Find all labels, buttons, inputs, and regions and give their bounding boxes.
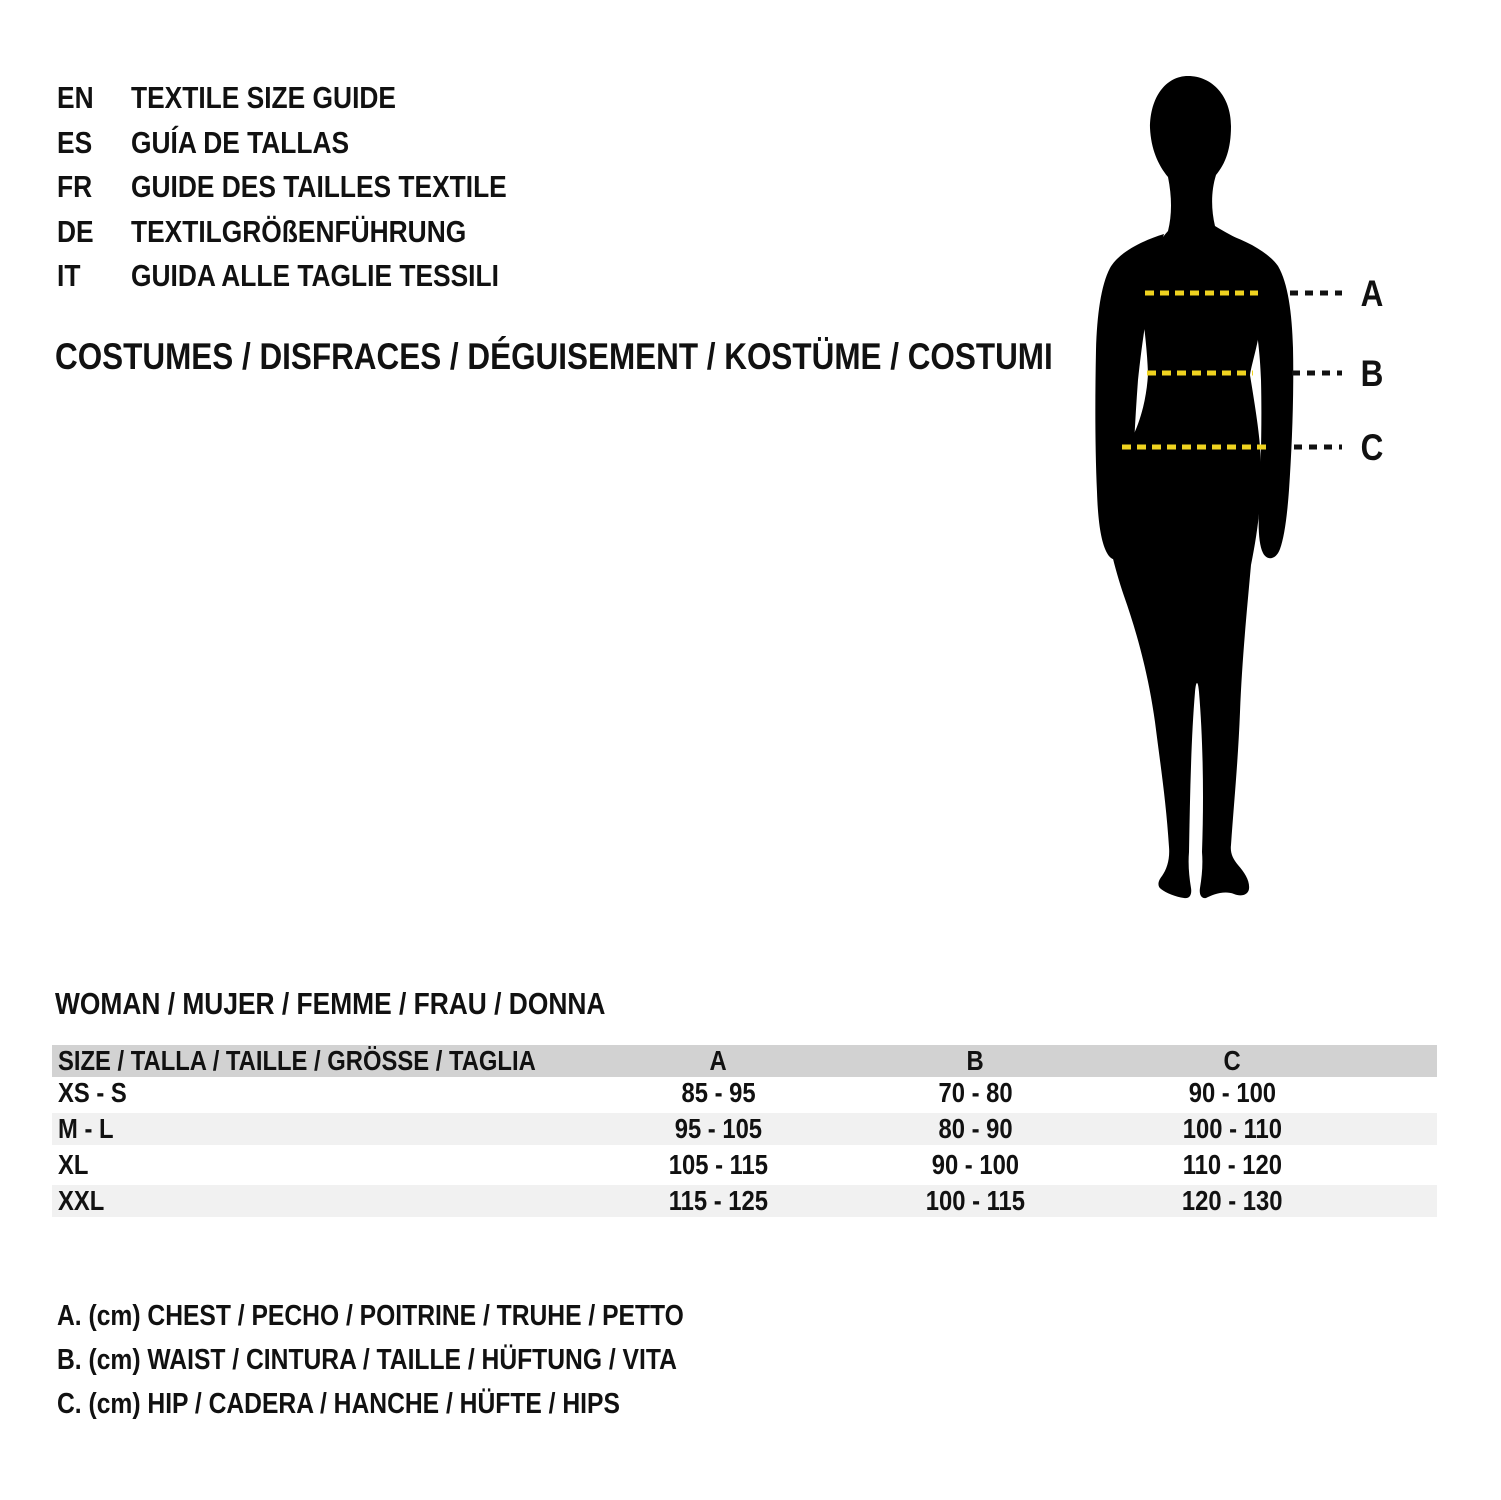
waist-range-value: 90 - 100 [931, 1149, 1020, 1180]
table-row [52, 1077, 1437, 1111]
column-header-spacer [1361, 1045, 1437, 1077]
waist-range-value: 100 - 115 [925, 1185, 1026, 1216]
legend-item-waist-label: B. (cm) WAIST / CINTURA / TAILLE / HÜFTUNG / VITA [57, 1343, 677, 1376]
hip-range-value: 110 - 120 [1182, 1149, 1283, 1180]
language-code: DE [57, 213, 94, 249]
chest-range-cell [590, 1111, 847, 1147]
language-code: IT [57, 258, 81, 294]
guide-title: GUIDE DES TAILLES TEXTILE [131, 169, 507, 205]
chest-range-value: 85 - 95 [681, 1077, 756, 1108]
hip-range-cell [1104, 1147, 1361, 1183]
legend-item-hip [57, 1382, 794, 1426]
column-header-a-label: A [709, 1045, 728, 1076]
hip-range-value: 120 - 130 [1182, 1185, 1283, 1216]
spacer-cell [1361, 1147, 1437, 1183]
size-value: M - L [58, 1113, 114, 1144]
waist-range-cell [847, 1183, 1104, 1219]
legend-item-chest-label: A. (cm) CHEST / PECHO / POITRINE / TRUHE / PETTO [57, 1299, 684, 1332]
legend-item-chest [57, 1294, 794, 1338]
woman-silhouette-figure [1085, 70, 1347, 915]
waist-range-value: 80 - 90 [938, 1113, 1013, 1144]
size-cell [52, 1077, 590, 1111]
marker-a-label: A [1360, 273, 1384, 314]
language-code: ES [57, 124, 93, 160]
gender-section-title: WOMAN / MUJER / FEMME / FRAU / DONNA [55, 986, 606, 1021]
language-row [57, 121, 573, 166]
size-cell [52, 1147, 590, 1183]
size-value: XS - S [58, 1077, 127, 1108]
column-header-size [52, 1045, 590, 1077]
language-row [57, 210, 573, 255]
language-row [57, 254, 573, 299]
hip-range-cell [1104, 1111, 1361, 1147]
spacer-cell [1361, 1111, 1437, 1147]
waist-range-cell [847, 1111, 1104, 1147]
size-table-header-row [52, 1045, 1437, 1077]
table-row [52, 1111, 1437, 1147]
column-header-size-label: SIZE / TALLA / TAILLE / GRÖSSE / TAGLIA [58, 1045, 536, 1076]
measurement-legend [57, 1294, 794, 1426]
hip-range-cell [1104, 1077, 1361, 1111]
chest-range-cell [590, 1147, 847, 1183]
size-cell [52, 1183, 590, 1219]
waist-range-value: 70 - 80 [938, 1077, 1013, 1108]
marker-c-label: C [1360, 427, 1384, 468]
size-table [52, 1045, 1437, 1221]
chest-range-value: 95 - 105 [674, 1113, 763, 1144]
spacer-cell [1361, 1183, 1437, 1219]
column-header-a [590, 1045, 847, 1077]
column-header-c-label: C [1223, 1045, 1242, 1076]
legend-item-waist [57, 1338, 794, 1382]
hip-range-cell [1104, 1183, 1361, 1219]
chest-range-cell [590, 1077, 847, 1111]
guide-title: TEXTILE SIZE GUIDE [131, 80, 397, 116]
table-row [52, 1147, 1437, 1183]
legend-item-hip-label: C. (cm) HIP / CADERA / HANCHE / HÜFTE / HIPS [57, 1387, 620, 1420]
size-cell [52, 1111, 590, 1147]
column-header-c [1104, 1045, 1361, 1077]
column-header-b [847, 1045, 1104, 1077]
guide-title: GUIDA ALLE TAGLIE TESSILI [131, 258, 499, 294]
hip-range-value: 90 - 100 [1188, 1077, 1277, 1108]
marker-b-label: B [1360, 353, 1384, 394]
hip-range-value: 100 - 110 [1182, 1113, 1283, 1144]
language-row [57, 76, 573, 121]
table-row [52, 1183, 1437, 1219]
waist-range-cell [847, 1077, 1104, 1111]
language-code: FR [57, 169, 93, 205]
language-row [57, 165, 573, 210]
category-heading: COSTUMES / DISFRACES / DÉGUISEMENT / KOSTÜME / COSTUMI [55, 336, 1053, 377]
chest-range-value: 105 - 115 [668, 1149, 769, 1180]
woman-silhouette [1095, 76, 1293, 898]
guide-title: TEXTILGRÖßENFÜHRUNG [131, 213, 467, 249]
spacer-cell [1361, 1077, 1437, 1111]
waist-range-cell [847, 1147, 1104, 1183]
size-value: XL [58, 1149, 89, 1180]
language-code: EN [57, 80, 94, 116]
column-header-b-label: B [966, 1045, 985, 1076]
guide-title: GUÍA DE TALLAS [131, 124, 350, 160]
chest-range-cell [590, 1183, 847, 1219]
language-title-list [57, 76, 573, 299]
size-value: XXL [58, 1185, 105, 1216]
chest-range-value: 115 - 125 [668, 1185, 769, 1216]
